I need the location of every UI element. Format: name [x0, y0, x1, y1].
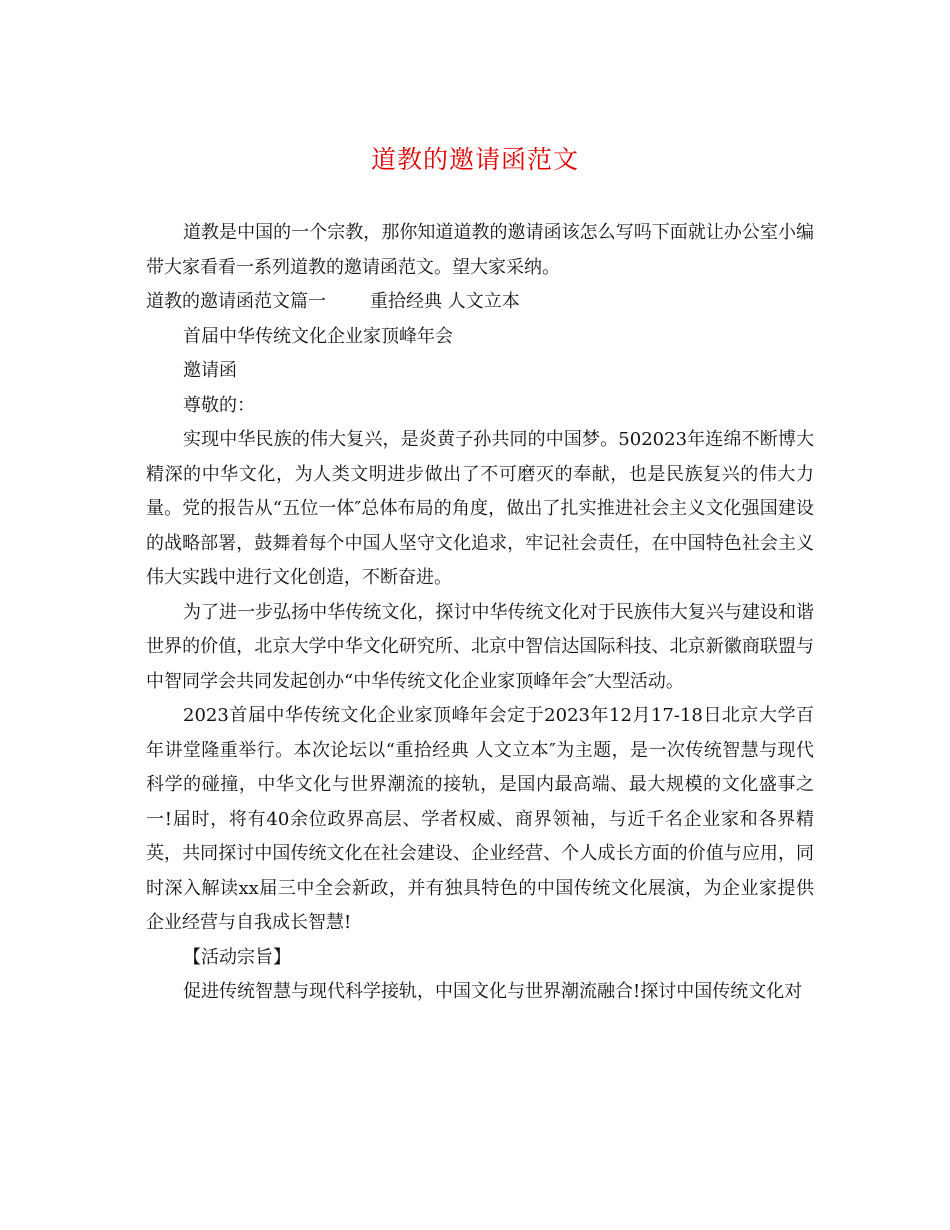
- letter-label: 邀请函: [183, 360, 237, 381]
- body-paragraph-2: 为了进一步弘扬中华传统文化，探讨中华传统文化对于民族伟大复兴与建设和谐世界的价值，北京大学中华文化研究所、北京中智信达国际科技、北京新徽商联盟与中智同学会共同发起创办“中华传统文化企业家顶峰年会″大型活动。: [146, 601, 814, 692]
- section-heading: [146, 285, 814, 320]
- body-paragraph-3: 2023首届中华传统文化企业家顶峰年会定于2023年12月17-18日北京大学百年讲堂隆重举行。本次论坛以“重拾经典 人文立本″为主题，是一次传统智慧与现代科学的碰撞，中华文化与世界潮流的接轨，是国内最高端、最大规模的文化盛事之一!届时，将有40余位政界高层、学者权威、商界领袖，与近千名企业家和各界精英，共同探讨中国传统文化在社会建设、企业经营、个人成长方面的价值与应用，同时深入解读xx届三中全会新政，并有独具特色的中国传统文化展演，为企业家提供企业经营与自我成长智慧!: [146, 705, 814, 933]
- section-heading-label: 道教的邀请函范文篇一: [146, 291, 326, 312]
- salutation: 尊敬的：: [183, 394, 255, 416]
- purpose-paragraph: 促进传统智慧与现代科学接轨，中国文化与世界潮流融合!探讨中国传统文化对: [183, 981, 803, 1002]
- purpose-heading: 【活动宗旨】: [183, 946, 291, 968]
- section-heading-theme: 重拾经典 人文立本: [370, 291, 520, 312]
- event-name: 首届中华传统文化企业家顶峰年会: [183, 325, 453, 347]
- intro-paragraph: 道教是中国的一个宗教，那你知道道教的邀请函该怎么写吗下面就让办公室小编带大家看看一系列道教的邀请函范文。望大家采纳。: [146, 222, 814, 278]
- page-title: 道教的邀请函范文: [370, 145, 579, 174]
- body-paragraph-1: 实现中华民族的伟大复兴，是炎黄子孙共同的中国梦。502023年连绵不断博大精深的中华文化，为人类文明进步做出了不可磨灭的奉献，也是民族复兴的伟大力量。党的报告从“五位一体″总体布局的角度，做出了扎实推进社会主义文化强国建设的战略部署，鼓舞着每个中国人坚守文化追求，牢记社会责任，在中国特色社会主义伟大实践中进行文化创造，不断奋进。: [146, 429, 814, 588]
- document-body: [146, 216, 814, 1010]
